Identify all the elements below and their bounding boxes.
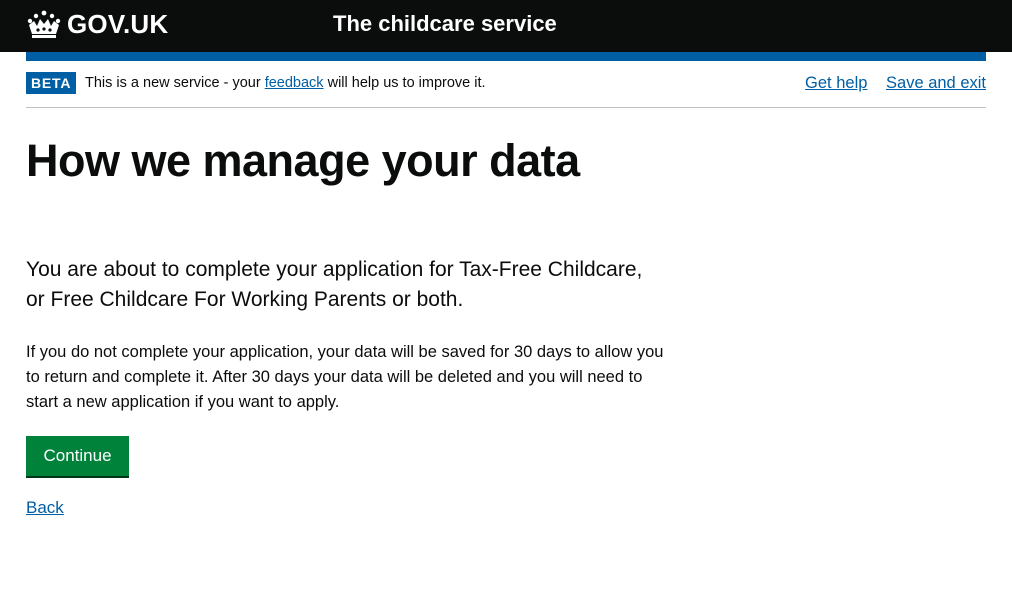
top-links — [791, 73, 986, 93]
govuk-logo-link[interactable] — [26, 8, 168, 40]
save-and-exit-link[interactable]: Save and exit — [886, 74, 986, 92]
back-link[interactable]: Back — [26, 498, 64, 517]
phase-text-after: will help us to improve it. — [323, 75, 486, 91]
service-name-link[interactable]: The childcare service — [333, 11, 557, 36]
crown-icon — [26, 9, 62, 39]
header-blue-bar — [26, 52, 986, 61]
page-header — [0, 0, 1012, 52]
continue-button[interactable]: Continue — [26, 436, 129, 476]
body-paragraph: If you do not complete your application, your data will be saved for 30 days to allow you to return and complete it. After 30 days your data will be deleted and you will need to start a new application if you want to apply. — [26, 343, 664, 411]
phase-text-before: This is a new service - your — [85, 75, 265, 91]
feedback-link[interactable]: feedback — [264, 75, 324, 91]
lead-paragraph: You are about to complete your application for Tax-Free Childcare, or Free Childcare For Working Parents or both. — [26, 258, 643, 311]
get-help-link[interactable]: Get help — [805, 74, 868, 92]
phase-banner-text — [85, 74, 486, 92]
logo-text: GOV.UK — [67, 8, 169, 39]
phase-banner — [26, 61, 986, 108]
page-title: How we manage your data — [26, 135, 580, 186]
beta-tag: BETA — [26, 72, 76, 94]
